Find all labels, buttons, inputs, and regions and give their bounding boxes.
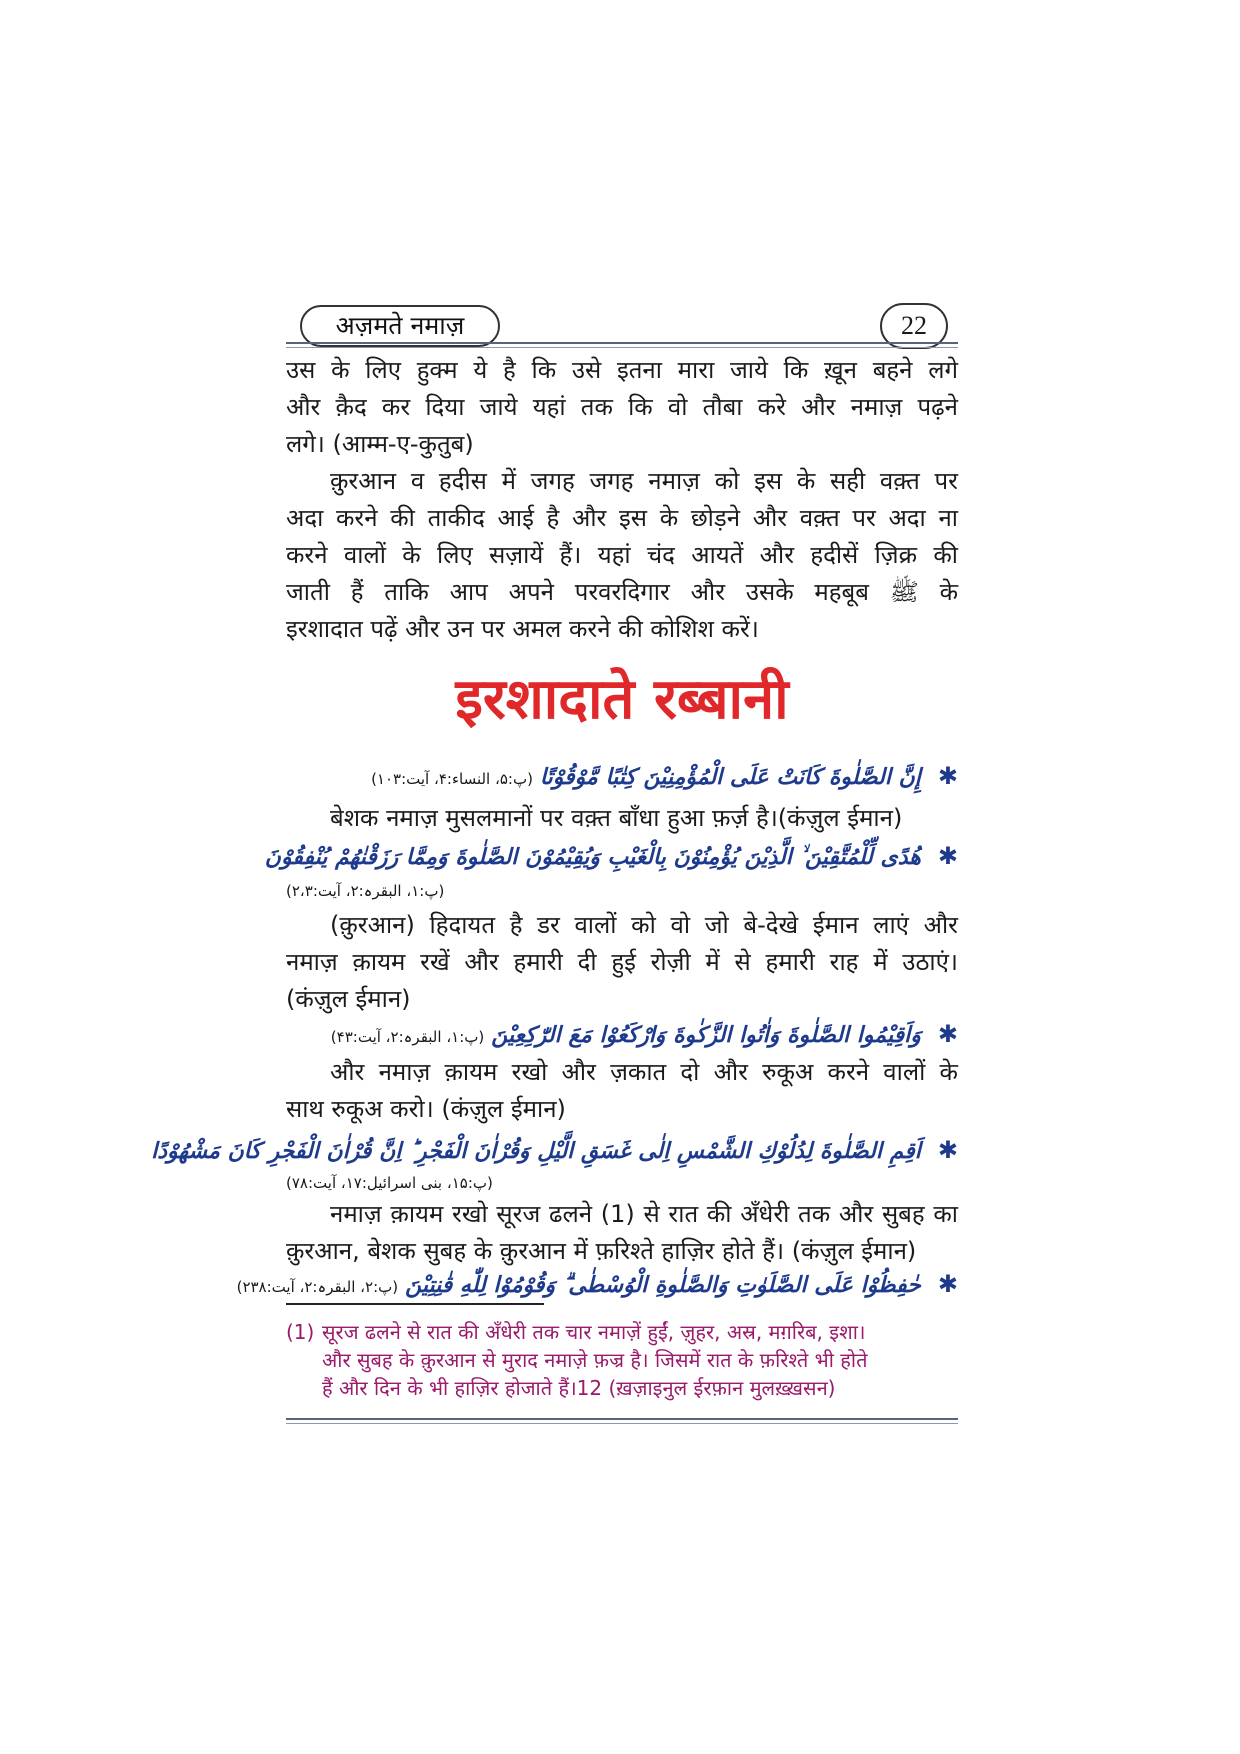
text-line: लगे। (आम्म-ए-कुतुब) xyxy=(286,430,474,458)
page-number: 22 xyxy=(880,303,948,349)
footer-rule xyxy=(286,1418,958,1420)
asterisk-icon: ✱ xyxy=(937,842,958,870)
text-line: बेशक नमाज़ मुसलमानों पर वक़्त बाँधा हुआ फ़र्ज़ है।(कंज़ुल ईमान) xyxy=(330,804,903,832)
asterisk-icon: ✱ xyxy=(937,762,958,790)
footnote-line: सूरज ढलने से रात की अँधेरी तक चार नमाज़ें हुईं, ज़ुहर, अस्र, मग़रिब, इशा। xyxy=(322,1320,866,1344)
text-line: क़ुरआन व हदीस में जगह जगह नमाज़ को इस के सही वक़्त पर xyxy=(330,467,958,495)
translation-4 xyxy=(286,1196,958,1270)
header-rule-thin xyxy=(286,347,958,348)
asterisk-icon: ✱ xyxy=(937,1136,958,1164)
footer-rule-thin xyxy=(286,1423,958,1424)
footnote-number: (1) xyxy=(286,1320,315,1344)
text-line: और नमाज़ क़ायम रखो और ज़कात दो और रुकूअ करने वालों के xyxy=(330,1058,958,1086)
verse-reference: (پ:۱، البقرہ:۲، آیت:۴۳) xyxy=(330,1028,485,1046)
text-line: इरशादात पढ़ें और उन पर अमल करने की कोशिश करें। xyxy=(286,615,759,643)
paragraph-2 xyxy=(286,463,958,648)
footnote-line: हैं और दिन के भी हाज़िर होजाते हैं।12 (ख़ज़ाइनुल ईरफ़ान मुलख़्ख़सन) xyxy=(322,1376,836,1400)
verse-reference: (پ:۱۵، بنی اسرائیل:۱۷، آیت:۷۸) xyxy=(286,1174,493,1192)
text-line: करने वालों के लिए सज़ायें हैं। यहां चंद आयतें और हदीसें ज़िक्र की xyxy=(286,541,958,569)
text-line: नमाज़ क़ायम रखें और हमारी दी हुई रोज़ी में से हमारी राह में उठाएं। xyxy=(286,948,958,976)
verse-arabic: هُدًى لِّلْمُتَّقِيْنَ ۙ الَّذِيْنَ يُؤْمِنُوْنَ بِالْغَيْبِ وَيُقِيْمُوْنَ الصَّلٰوةَ وَمِمَّا رَزَقْنٰهُمْ يُنْفِقُوْنَ xyxy=(264,845,921,870)
verse-arabic: حٰفِظُوْا عَلَى الصَّلَوٰتِ وَالصَّلٰوةِ الْوُسْطٰى ۗ وَقُوْمُوْا لِلّٰهِ قٰنِتِيْنَ xyxy=(405,1273,921,1298)
translation-3 xyxy=(286,1054,958,1128)
footnote-separator xyxy=(286,1303,544,1305)
translation-1 xyxy=(286,800,958,837)
quran-verse-4 xyxy=(151,1134,958,1168)
quran-verse-2 xyxy=(264,840,958,874)
asterisk-icon: ✱ xyxy=(937,1270,958,1298)
verse-arabic: إِنَّ الصَّلٰوةَ كَانَتْ عَلَى الْمُؤْمِنِيْنَ كِتٰبًا مَّوْقُوْتًا xyxy=(539,765,921,790)
verse-reference: (پ:۵، النساء:۴، آیت:۱۰۳) xyxy=(371,770,533,788)
text-line: उस के लिए हुक्म ये है कि उसे इतना मारा जाये कि ख़ून बहने लगे xyxy=(286,356,958,384)
asterisk-icon: ✱ xyxy=(937,1020,958,1048)
verse-reference: (پ:۲، البقرہ:۲، آیت:۲۳۸) xyxy=(236,1278,399,1296)
quran-verse-3 xyxy=(286,1018,958,1053)
text-line: नमाज़ क़ायम रखो सूरज ढलने (1) से रात की अँधेरी तक और सुबह का xyxy=(330,1200,958,1228)
text-line: अदा करने की ताकीद आई है और इस के छोड़ने और वक़्त पर अदा ना xyxy=(286,504,958,532)
text-line: और क़ैद कर दिया जाये यहां तक कि वो तौबा करे और नमाज़ पढ़ने xyxy=(286,393,958,421)
verse-reference: (پ:۱، البقرہ:۲، آیت:۲،۳) xyxy=(286,882,445,900)
text-line: साथ रुकूअ करो। (कंज़ुल ईमान) xyxy=(286,1095,566,1123)
quran-verse-5 xyxy=(236,1268,958,1303)
quran-verse-1 xyxy=(286,760,958,795)
text-line: जाती हैं ताकि आप अपने परवरदिगार और उसके महबूब ﷺ के xyxy=(286,578,959,606)
book-title: अज़मते नमाज़ xyxy=(300,305,500,347)
translation-2 xyxy=(286,907,958,1018)
section-heading: इरशादाते रब्बानी xyxy=(455,667,789,732)
verse-arabic: اَقِمِ الصَّلٰوةَ لِدُلُوْكِ الشَّمْسِ اِلٰى غَسَقِ الَّيْلِ وَقُرْاٰنَ الْفَجْرِ ؕ اِنَّ قُرْاٰنَ الْفَجْرِ كَانَ مَشْهُوْدًا xyxy=(151,1139,921,1164)
text-line: (क़ुरआन) हिदायत है डर वालों को वो जो बे-देखे ईमान लाएं और xyxy=(330,911,958,939)
text-line: क़ुरआन, बेशक सुबह के क़ुरआन में फ़रिश्ते हाज़िर होते हैं। (कंज़ुल ईमान) xyxy=(286,1237,917,1265)
footnote-line: और सुबह के क़ुरआन से मुराद नमाज़े फ़ज्र है। जिसमें रात के फ़रिश्ते भी होते xyxy=(322,1348,868,1372)
footnote xyxy=(286,1318,958,1402)
header-rule xyxy=(286,342,958,344)
paragraph-1 xyxy=(286,352,958,463)
text-line: (कंज़ुल ईमान) xyxy=(286,985,411,1013)
verse-arabic: وَاَقِيْمُوا الصَّلٰوةَ وَاٰتُوا الزَّكٰوةَ وَارْكَعُوْا مَعَ الرّٰكِعِيْنَ xyxy=(491,1023,921,1048)
